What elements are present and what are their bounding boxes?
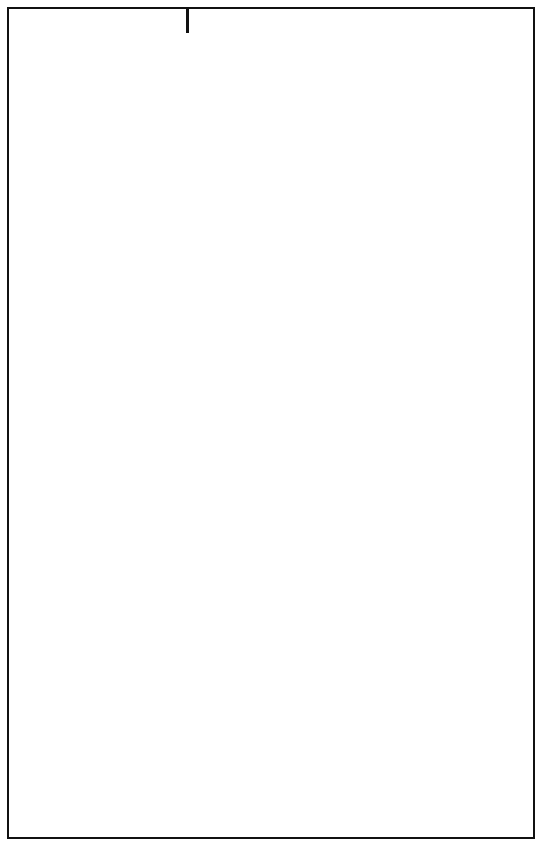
header-role	[9, 9, 189, 33]
officers-table	[7, 7, 535, 839]
header-name	[189, 9, 533, 33]
header-row	[9, 9, 533, 33]
